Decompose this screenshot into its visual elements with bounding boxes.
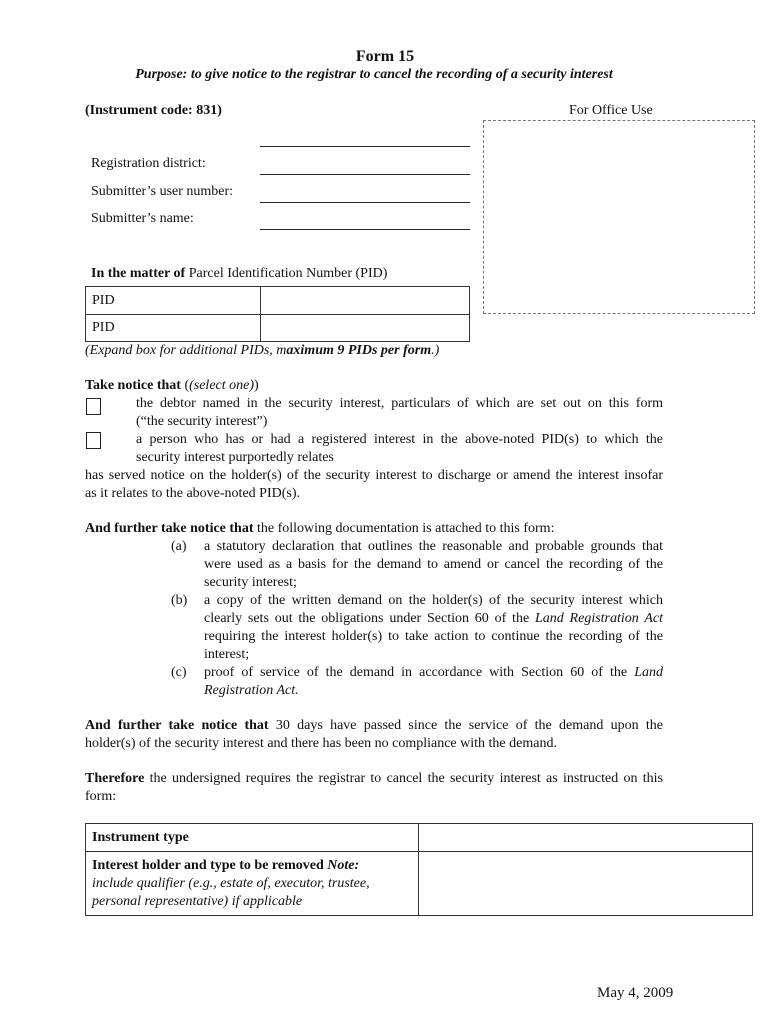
further-notice-heading	[85, 521, 554, 537]
days-notice-line2: holder(s) of the security interest and there has been no compliance with the demand.	[85, 736, 557, 751]
pid-label: PID	[86, 287, 261, 315]
item-b-line4: interest;	[204, 647, 250, 662]
take-notice-bold: Take notice that	[85, 378, 181, 393]
registration-district-label: Registration district:	[91, 156, 206, 171]
debtor-checkbox[interactable]	[86, 398, 101, 415]
form-purpose: Purpose: to give notice to the registrar to cancel the recording of a security interest	[135, 67, 613, 82]
days-notice-line1	[85, 718, 663, 734]
office-use-label: For Office Use	[569, 103, 653, 118]
item-a-line2: were used as a basis for the demand to amend or cancel the recording of the	[204, 557, 663, 572]
matter-heading-bold: In the matter of	[91, 266, 186, 281]
interest-holder-checkbox[interactable]	[86, 432, 101, 449]
therefore-line1	[85, 771, 663, 787]
pid-input[interactable]	[261, 287, 470, 315]
item-b-line3: requiring the interest holder(s) to take action to continue the recording of the	[204, 629, 663, 644]
pid-input[interactable]	[261, 315, 470, 342]
option2-line1: a person who has or had a registered interest in the above-noted PID(s) to which the	[136, 432, 663, 447]
instrument-code: (Instrument code: 831)	[85, 103, 222, 118]
item-a-marker: (a)	[171, 539, 187, 554]
matter-heading	[91, 266, 387, 282]
days-notice-rest: 30 days have passed since the service of the demand upon the	[268, 718, 663, 733]
form-title: Form 15	[355, 48, 415, 65]
item-c-line2: Registration Act.	[204, 683, 299, 698]
therefore-bold: Therefore	[85, 771, 145, 786]
instrument-row	[86, 824, 753, 852]
option2-line2: security interest purportedly relates	[136, 450, 334, 465]
pid-note	[85, 343, 439, 359]
office-use-box	[483, 120, 755, 314]
option1-line1: the debtor named in the security interest, particulars of which are set out on this form	[136, 396, 663, 411]
served-line1: has served notice on the holder(s) of the security interest to discharge or amend the interest insofar	[85, 468, 663, 483]
pid-note-suffix: .)	[431, 343, 440, 358]
instrument-type-label: Instrument type	[86, 824, 419, 852]
take-notice-heading: Take notice that ((select one))	[85, 378, 259, 393]
pid-table	[85, 286, 470, 342]
item-a-line3: security interest;	[204, 575, 297, 590]
user-number-field[interactable]	[260, 202, 470, 203]
days-notice-bold: And further take notice that	[85, 718, 269, 733]
pid-row	[86, 315, 470, 342]
instrument-row	[86, 852, 753, 916]
item-b-line2-text: clearly sets out the obligations under Section 60 of the	[204, 611, 535, 626]
submitter-name-field[interactable]	[260, 229, 470, 230]
interest-holder-note: Note:	[323, 857, 360, 873]
take-notice-italic: (select one)	[189, 378, 255, 393]
therefore-rest: the undersigned requires the registrar to cancel the security interest as instructed on this	[144, 771, 663, 786]
top-field-line	[260, 146, 470, 147]
pid-label: PID	[86, 315, 261, 342]
interest-holder-hint1: include qualifier (e.g., estate of, executor, trustee,	[92, 875, 370, 891]
item-b-act-name: Land Registration Act	[534, 611, 663, 626]
instrument-table	[85, 823, 753, 916]
item-a-line1: a statutory declaration that outlines the reasonable and probable grounds that	[204, 539, 663, 554]
submitter-name-label: Submitter’s name:	[91, 211, 194, 226]
item-c-line1	[204, 665, 663, 681]
interest-holder-input[interactable]	[419, 852, 753, 916]
item-c-marker: (c)	[171, 665, 187, 680]
served-line2: as it relates to the above-noted PID(s).	[85, 486, 300, 501]
matter-heading-rest: Parcel Identification Number (PID)	[185, 266, 388, 281]
item-b-marker: (b)	[171, 593, 188, 608]
interest-holder-hint2: personal representative) if applicable	[92, 893, 303, 909]
instrument-type-input[interactable]	[419, 824, 753, 852]
interest-holder-label	[92, 857, 412, 875]
further-notice-bold: And further take notice that	[85, 521, 254, 536]
registration-district-field[interactable]	[260, 174, 470, 175]
item-c-act-name: Land	[634, 665, 663, 680]
item-c-line1-text: proof of service of the demand in accordance with Section 60 of the	[204, 665, 635, 680]
pid-note-prefix: (Expand box for additional PIDs, m	[85, 343, 287, 358]
pid-row	[86, 287, 470, 315]
option1-line2: (“the security interest”)	[136, 414, 268, 429]
interest-holder-label-cell	[86, 852, 419, 916]
further-notice-rest: the following documentation is attached to this form:	[253, 521, 555, 536]
pid-note-bold: aximum 9 PIDs per form	[286, 343, 432, 358]
user-number-label: Submitter’s user number:	[91, 184, 234, 199]
interest-holder-bold: Interest holder and type to be removed	[92, 857, 324, 873]
item-b-line1: a copy of the written demand on the holder(s) of the security interest which	[204, 593, 663, 608]
item-b-line2	[204, 611, 663, 627]
revision-date: May 4, 2009	[597, 985, 674, 1001]
therefore-line2: form:	[85, 789, 117, 804]
